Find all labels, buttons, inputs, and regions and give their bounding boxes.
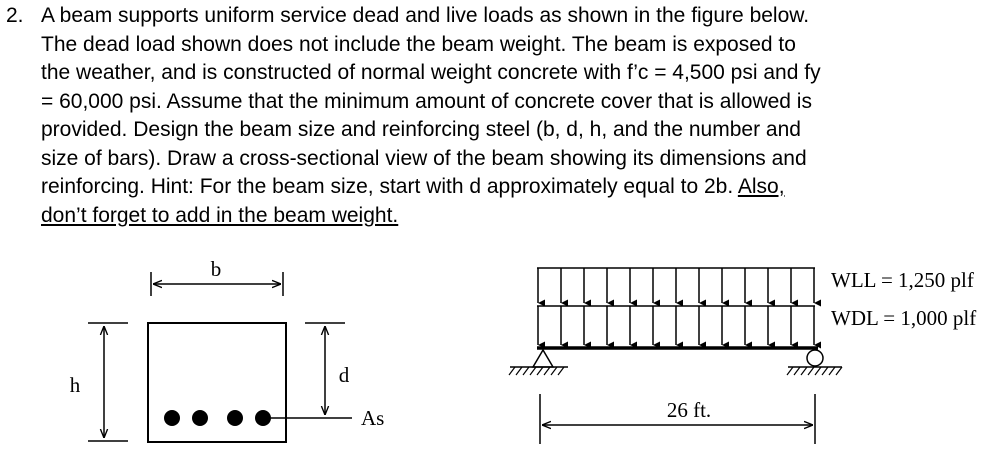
rebar	[192, 410, 208, 426]
problem-line: provided. Design the beam size and reinforcing steel (b, d, h, and the number and	[41, 118, 801, 141]
roller-support	[807, 350, 823, 366]
dead-load-arrows	[538, 306, 814, 345]
as-label: As	[361, 406, 385, 430]
b-label: b	[210, 257, 222, 281]
wll-label: WLL = 1,250 plf	[831, 268, 974, 292]
cross-section	[70, 257, 385, 442]
rebar	[164, 410, 180, 426]
span-label: 26 ft.	[666, 398, 712, 422]
underlined-reminder: don’t forget to add in the beam weight.	[41, 203, 399, 227]
rebar	[227, 410, 243, 426]
wdl-label: WDL = 1,000 plf	[831, 306, 977, 330]
d-label: d	[338, 363, 350, 387]
problem-line: The dead load shown does not include the beam weight. The beam is exposed to	[41, 32, 796, 56]
pin-hatch	[509, 367, 564, 375]
problem-line: A beam supports uniform service dead and live loads as shown in the figure below.	[41, 4, 810, 27]
problem-line: = 60,000 psi. Assume that the minimum amount of concrete cover that is allowed is	[41, 89, 812, 113]
pin-support	[533, 350, 553, 367]
underlined-also: Also,	[737, 175, 785, 198]
roller-hatch	[787, 367, 842, 375]
problem-line: the weather, and is constructed of normal weight concrete with f’c = 4,500 psi and fy	[41, 61, 821, 84]
problem-line: size of bars). Draw a cross-sectional view of the beam showing its dimensions and	[41, 146, 807, 170]
beam-elevation	[509, 268, 976, 444]
h-label: h	[69, 373, 81, 397]
live-load-arrows	[538, 268, 814, 303]
problem-number: 2.	[6, 4, 24, 27]
rebar	[255, 410, 271, 426]
hint-text: reinforcing. Hint: For the beam size, start with d approximately equal to 2b.	[41, 175, 734, 198]
